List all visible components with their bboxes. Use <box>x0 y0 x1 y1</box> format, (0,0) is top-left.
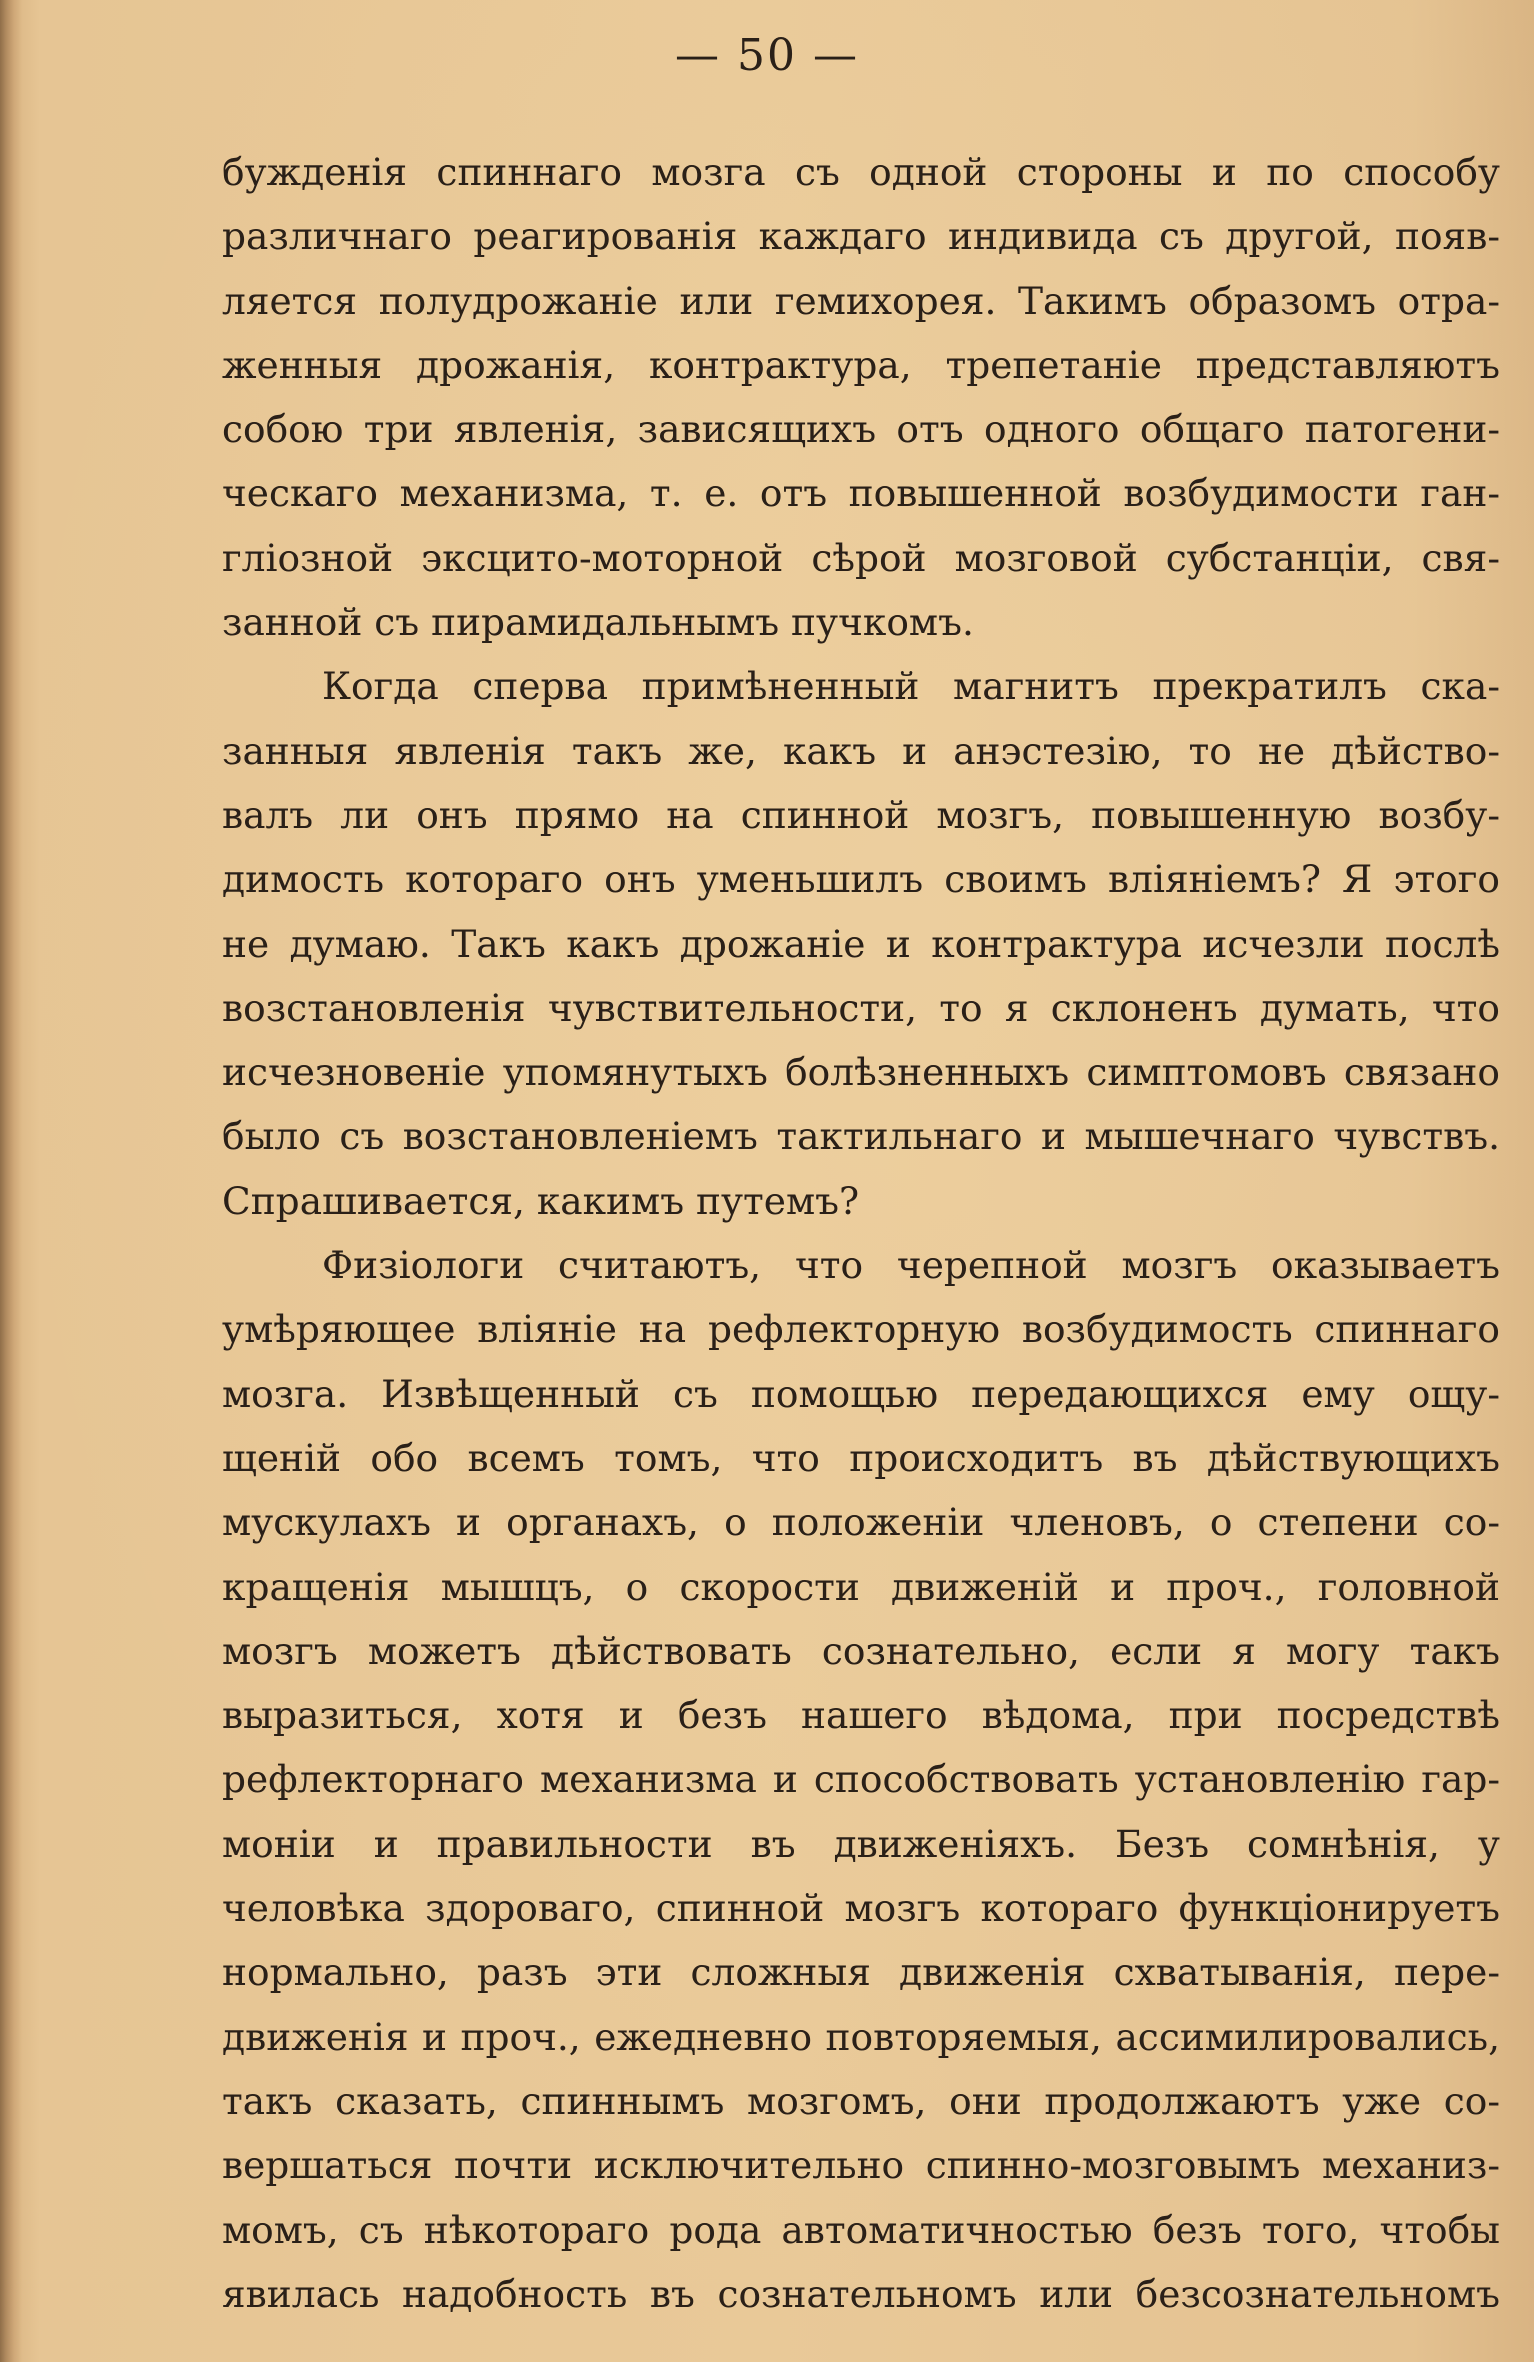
text-line: Физіологи считаютъ, что черепной мозгъ оказываетъ <box>322 1243 1500 1288</box>
text-line: момъ, съ нѣкотораго рода автоматичностью безъ того, чтобы <box>222 2207 1500 2252</box>
text-line: было съ возстановленіемъ тактильнаго и мышечнаго чувствъ. <box>222 1114 1500 1159</box>
text-line: димость котораго онъ уменьшилъ своимъ вліяніемъ? Я этого <box>222 857 1500 902</box>
text-line: занныя явленія такъ же, какъ и анэстезію, то не дѣйство- <box>222 728 1500 773</box>
text-line: ческаго механизма, т. е. отъ повышенной возбудимости ган- <box>222 471 1500 516</box>
text-line: занной съ пирамидальнымъ пучкомъ. <box>222 600 974 645</box>
text-line: мускулахъ и органахъ, о положеніи членовъ, о степени со- <box>222 1500 1500 1545</box>
text-line: Спрашивается, какимъ путемъ? <box>222 1178 860 1223</box>
text-line: не думаю. Такъ какъ дрожаніе и контрактура исчезли послѣ <box>222 921 1500 966</box>
text-line: человѣка здороваго, спинной мозгъ котораго функціонируетъ <box>222 1886 1500 1931</box>
text-line: вершаться почти исключительно спинно-мозговымъ механиз- <box>222 2143 1500 2188</box>
text-line: явилась надобность въ сознательномъ или безсознательномъ <box>222 2271 1500 2316</box>
text-line: собою три явленія, зависящихъ отъ одного общаго патогени- <box>222 407 1500 452</box>
text-line: различнаго реагированія каждаго индивида съ другой, появ- <box>222 214 1500 259</box>
text-line: Когда сперва примѣненный магнитъ прекратилъ ска- <box>322 664 1500 709</box>
text-line: движенія и проч., ежедневно повторяемыя, ассимилировались, <box>222 2014 1500 2059</box>
text-line: щеній обо всемъ томъ, что происходитъ въ дѣйствующихъ <box>222 1435 1500 1480</box>
page-binding-edge <box>0 0 22 2362</box>
text-line: мозгъ можетъ дѣйствовать сознательно, если я могу такъ <box>222 1628 1500 1673</box>
text-line: ляется полудрожаніе или гемихорея. Такимъ образомъ отра- <box>222 278 1500 323</box>
text-line: валъ ли онъ прямо на спинной мозгъ, повышенную возбу- <box>222 792 1500 837</box>
page-number: — 50 — <box>675 30 859 81</box>
text-line: женныя дрожанія, контрактура, трепетаніе представляютъ <box>222 342 1500 387</box>
body-text <box>222 140 1500 2326</box>
text-line: моніи и правильности въ движеніяхъ. Безъ сомнѣнія, у <box>222 1821 1500 1866</box>
text-line: нормально, разъ эти сложныя движенія схватыванія, пере- <box>222 1950 1500 1995</box>
text-line: такъ сказать, спиннымъ мозгомъ, они продолжаютъ уже со- <box>222 2078 1500 2123</box>
text-line: кращенія мышцъ, о скорости движеній и проч., головной <box>222 1564 1500 1609</box>
text-line: мозга. Извѣщенный съ помощью передающихся ему ощу- <box>222 1371 1500 1416</box>
text-line: рефлекторнаго механизма и способствовать установленію гар- <box>222 1757 1500 1802</box>
text-line: возстановленія чувствительности, то я склоненъ думать, что <box>222 985 1500 1030</box>
text-line: выразиться, хотя и безъ нашего вѣдома, при посредствѣ <box>222 1693 1500 1738</box>
text-line: умѣряющее вліяніе на рефлекторную возбудимость спиннаго <box>222 1307 1500 1352</box>
text-line: бужденія спиннаго мозга съ одной стороны и по способу <box>222 150 1500 194</box>
text-line: гліозной эксцито-моторной сѣрой мозговой субстанціи, свя- <box>222 535 1500 580</box>
text-line: исчезновеніе упомянутыхъ болѣзненныхъ симптомовъ связано <box>222 1050 1500 1095</box>
